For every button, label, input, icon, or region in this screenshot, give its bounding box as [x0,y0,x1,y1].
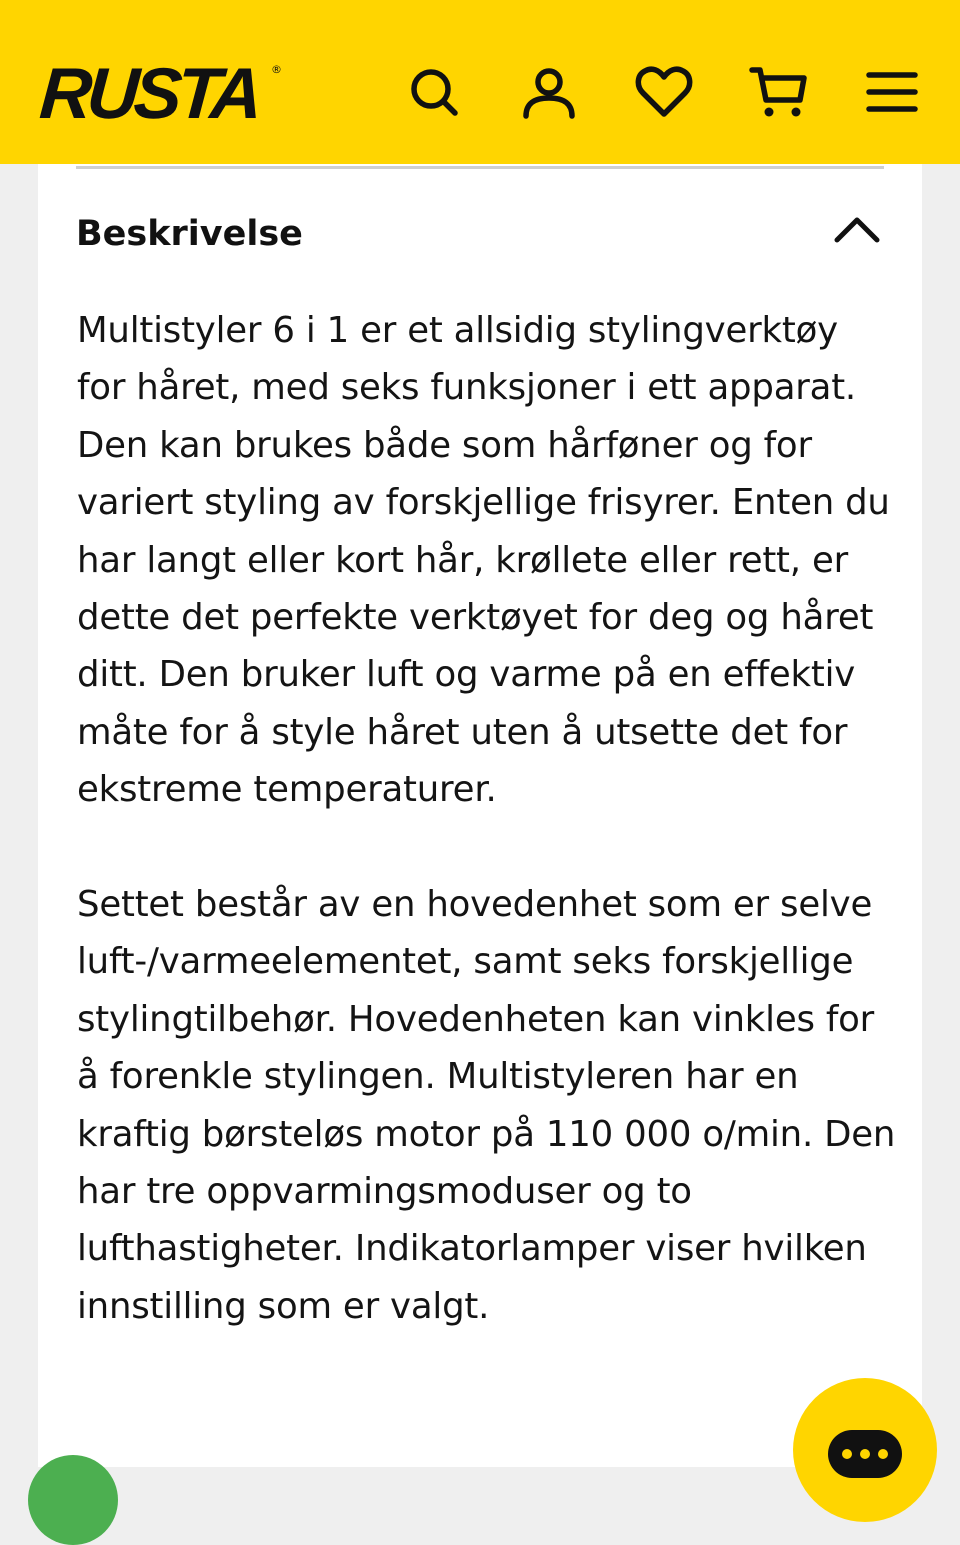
search-button[interactable] [404,62,464,122]
wishlist-button[interactable] [634,62,694,122]
user-icon [519,62,579,122]
description-accordion-header[interactable] [76,198,884,268]
cart-icon [749,62,809,122]
section-divider [76,166,884,169]
site-header [0,0,960,164]
menu-icon [862,62,922,122]
cart-button[interactable] [749,62,809,122]
chat-bubble-icon [828,1430,902,1478]
green-floating-widget[interactable] [28,1455,118,1545]
description-paragraph: Settet består av en hovedenhet som er selve luft-/varmeelementet, samt seks forskjellige stylingtilbehør. Hovedenheten kan vinkles for å forenkle stylingen. Multistyleren har en kraftig børsteløs motor på 110 000 o/min. Den har tre oppvarmingsmoduser og to lufthastigheter. Indikatorlamper viser hvilken innstilling som er valgt. [77,884,896,1327]
chevron-up-icon[interactable] [834,214,880,244]
description-title: Beskrivelse [76,214,303,254]
description-paragraph: Multistyler 6 i 1 er et allsidig stylingverktøy for håret, med seks funksjoner i ett apparat. Den kan brukes både som hårføner og for variert styling av forskjellige frisyrer. Enten du har langt eller kort hår, krøllete eller rett, er dette det perfekte verktøyet for deg og håret ditt. Den bruker luft og varme på en effektiv måte for å style håret uten å utsette det for ekstreme temperaturer. [77,310,890,811]
description-body [77,302,897,1335]
account-button[interactable] [519,62,579,122]
search-icon [404,62,464,122]
registered-mark: ® [271,63,282,76]
heart-icon [634,62,694,122]
menu-button[interactable] [862,62,922,122]
chat-button[interactable] [793,1378,937,1522]
rusta-logo[interactable]: RUSTA [37,54,261,134]
